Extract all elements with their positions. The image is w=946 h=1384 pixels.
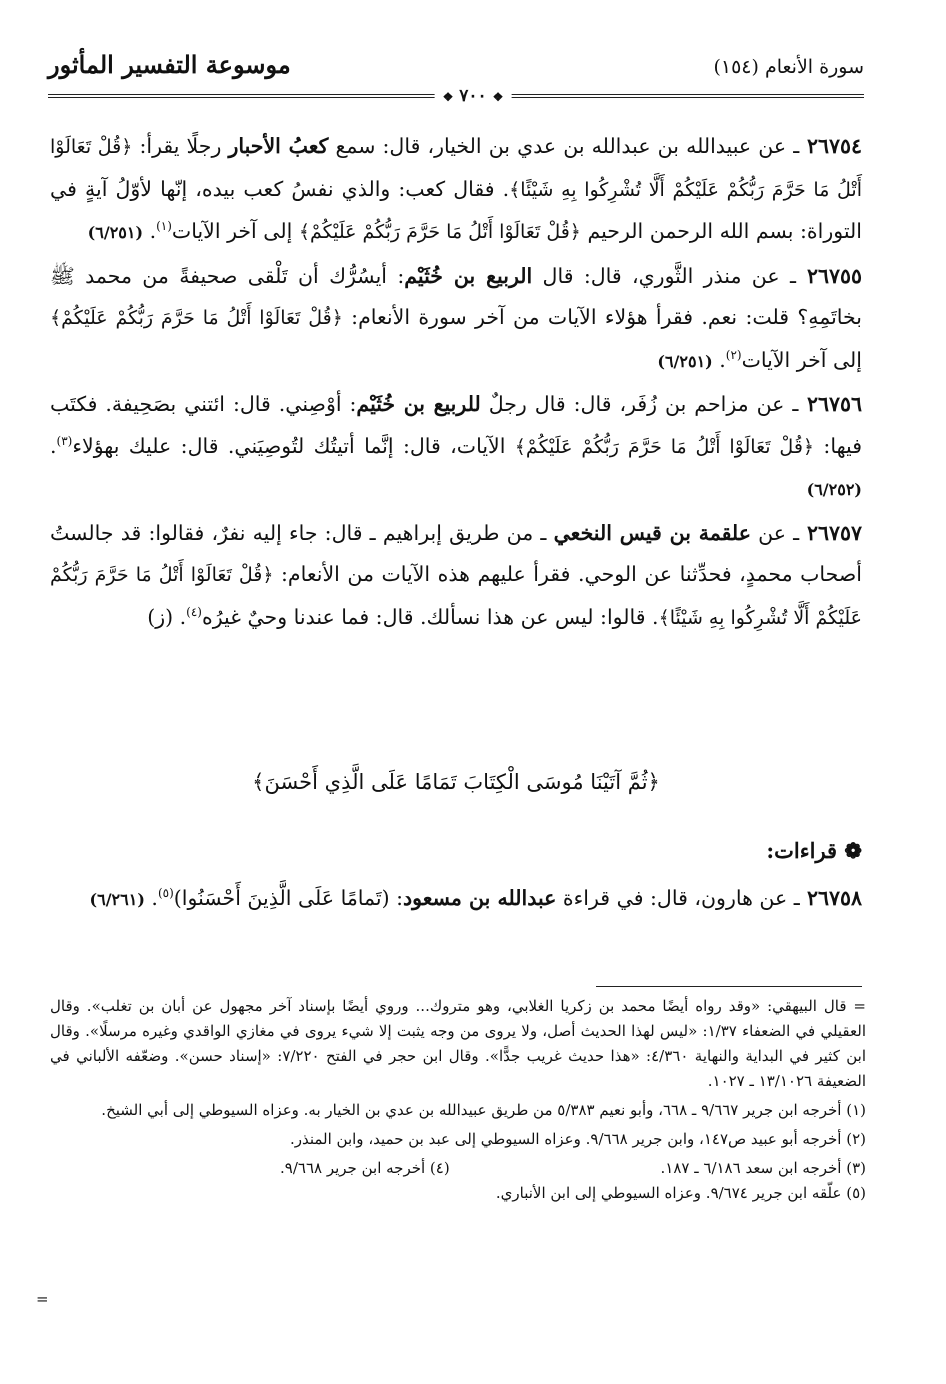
entry-number: ٢٦٧٥٤ [799,134,863,158]
page-number-box [435,86,512,106]
entry-number: ٢٦٧٥٥ [795,263,863,288]
narrator-name: الربيع بن خُثَيْم [404,263,533,288]
footnote-ref: (٤) [186,604,202,619]
entry-text: . [144,886,158,910]
section-heading [50,838,862,863]
entry-text: . فقال كعب: والذي نفسُ كعب بيده، إنّها لأوّلُ آيةٍ في التوراة: بسم الله الرحمن الرحيم [50,176,862,243]
ornament-icon: ❖ [492,90,504,104]
entry-number: ٢٦٧٥٧ [799,520,862,545]
footnote-rule [596,986,862,987]
footnotes [50,994,866,1210]
entry [50,513,862,640]
verse-heading: ﴿ثُمَّ آتَيْنَا مُوسَى الْكِتَابَ تَمَامًا عَلَى الَّذِي أَحْسَنَ﴾ [252,770,660,794]
entry-text: : (تَمامًا عَلَى الَّذِينَ أَحْسَنُوا) [173,886,404,910]
footnote-ref: (٢) [725,347,742,362]
footnote-1: (١) أخرجه ابن جرير ٩/٦٦٧ ـ ٦٦٨، وأبو نعيم ٥/٣٨٣ من طريق عبيدالله بن عدي بن الخيار به. وعزاه السيوطي إلى أبي الشيخ. [101,1101,866,1119]
footnote-4: (٤) أخرجه ابن جرير ٩/٦٦٨. [280,1159,450,1177]
volume-reference: (٦/٢٥٢) [806,480,862,499]
entry-text: ـ من طريق إبراهيم ـ قال: جاء إليه نفرٌ، فقالوا: قد جالستُ أصحاب محمدٍ، فحدِّثنا عن الوحي. فقرأ عليهم هذه الآيات من الأنعام: [50,520,862,586]
quran-quote: ﴿قُلْ تَعَالَوْا أَتْلُ مَا حَرَّمَ رَبُّكُمْ عَلَيْكُمْ﴾ [298,221,581,243]
entry-text: ـ عن عبيدالله بن عبدالله بن عدي بن الخيار، قال: سمع [328,134,800,158]
entry-text: . [712,347,726,372]
entry-text: . (ز) [147,604,187,629]
ornament-icon: ❖ [442,90,454,104]
footnote-ref: (٣) [56,433,73,448]
quran-quote: ﴿قُلْ تَعَالَوْا أَتْلُ مَا حَرَّمَ رَبُّكُمْ عَلَيْكُمْ أَلَّا تُشْرِكُوا بِهِ شَيْئًا﴾ [50,136,862,201]
footnote-row [50,1156,866,1181]
entry-text: الآيات، قال: إنَّما أتيتُك لتُوصِيَني. قال: عليك بهؤلاء [72,433,515,458]
entry-text: ـ عن مزاحم بن زُفَر، قال: قال رجلٌ [480,392,799,416]
entry-text: إلى آخر الآيات [741,347,862,372]
entry-text: : أيسُرُّك أن تَلْقى صحيفةً من محمد ﷺ بخاتَمِهِ؟ قلت: نعم. فقرأ هؤلاء الآيات من آخر سورة الأنعام: [50,263,862,329]
footnote-ref: (١) [156,219,172,234]
entry-text: : أوْصِني. قال: ائتني بصَحِيفة. فكتَب فيها: [50,392,863,458]
entry [50,256,862,383]
readings-text [50,878,862,922]
entry-text: . قالوا: ليس عن هذا نسألك. قال: فما عندنا وحيٌ غيرُه [201,604,659,629]
narrator-name: كعبُ الأحبار [228,134,329,158]
entry-number: ٢٦٧٥٦ [798,392,863,416]
footnote-5: (٥) علّقه ابن جرير ٩/٦٧٤. وعزاه السيوطي إلى ابن الأنباري. [495,1184,866,1202]
section-title: قراءات: [766,838,838,863]
page-end-mark: = [36,1290,49,1308]
reading-entry [50,878,862,920]
quran-quote: ﴿قُلْ تَعَالَوْا أَتْلُ مَا حَرَّمَ رَبُّكُمْ عَلَيْكُمْ أَلَّا تُشْرِكُوا بِهِ شَيْئًا﴾ [50,564,862,629]
volume-reference: (٦/٢٦١) [89,890,145,909]
entry-text: رجلًا يقرأ: [132,134,229,158]
flower-icon: ❁ [844,838,862,863]
entry-text: ـ عن منذر الثَّوري، قال: قال [532,263,796,288]
quran-quote: ﴿قُلْ تَعَالَوْا أَتْلُ مَا حَرَّمَ رَبُّكُمْ عَلَيْكُمْ﴾ [50,307,343,329]
volume-reference: (٦/٢٥١) [657,351,713,371]
narrator-name: عبدالله بن مسعود [403,886,557,910]
volume-reference: (٦/٢٥١) [87,223,144,242]
entry-text: إلى آخر الآيات [171,219,299,243]
entry-text: . [50,433,57,458]
entry-text: ـ عن هارون، قال: في قراءة [556,886,800,910]
narrator-name: للربيع بن خُثَيْم [356,392,481,416]
footnote-2: (٢) أخرجه أبو عبيد ص١٤٧، وابن جرير ٩/٦٦٨. وعزاه السيوطي إلى عبد بن حميد، وابن المنذر. [289,1130,866,1148]
main-text [50,126,862,641]
entry-text: . [143,219,157,243]
footnote-continuation: = قال البيهقي: «وقد رواه أيضًا محمد بن زكريا الغلابي، وهو متروك... وروي أيضًا بإسناد آخر مجهول عن أبان بن تغلب». وقال العقيلي في الضعفاء ١/٣٧: «ليس لهذا الحديث أصل، ولا يروى من وجه يثبت إلا شيء يروى في مغازي الواقدي وغيره مرسلًا». وقال ابن كثير في البداية والنهاية ٤/٣٦٠: «هذا حديث غريب جدًّا». وقال ابن حجر في الفتح ٧/٢٢٠: «إسناد حسن». وضعّفه الألباني في الضعيفة ١٣/١٠٢٦ ـ ١٠٢٧. [50,997,867,1090]
footnote-3: (٣) أخرجه ابن سعد ٦/١٨٦ ـ ١٨٧. [660,1159,866,1177]
quran-quote: ﴿قُلْ تَعَالَوْا أَتْلُ مَا حَرَّمَ رَبُّكُمْ عَلَيْكُمْ﴾ [514,435,815,458]
book-title: موسوعة التفسير المأثور [48,50,291,79]
entry [50,384,862,511]
narrator-name: علقمة بن قيس النخعي [553,520,751,545]
page-number: ٧٠٠ [459,86,487,106]
entry-number: ٢٦٧٥٨ [799,886,862,910]
entry-text: ـ عن [750,520,800,545]
entry [50,126,862,254]
surah-title: سورة الأنعام (١٥٤) [713,56,864,78]
footnote-ref: (٥) [157,886,174,901]
